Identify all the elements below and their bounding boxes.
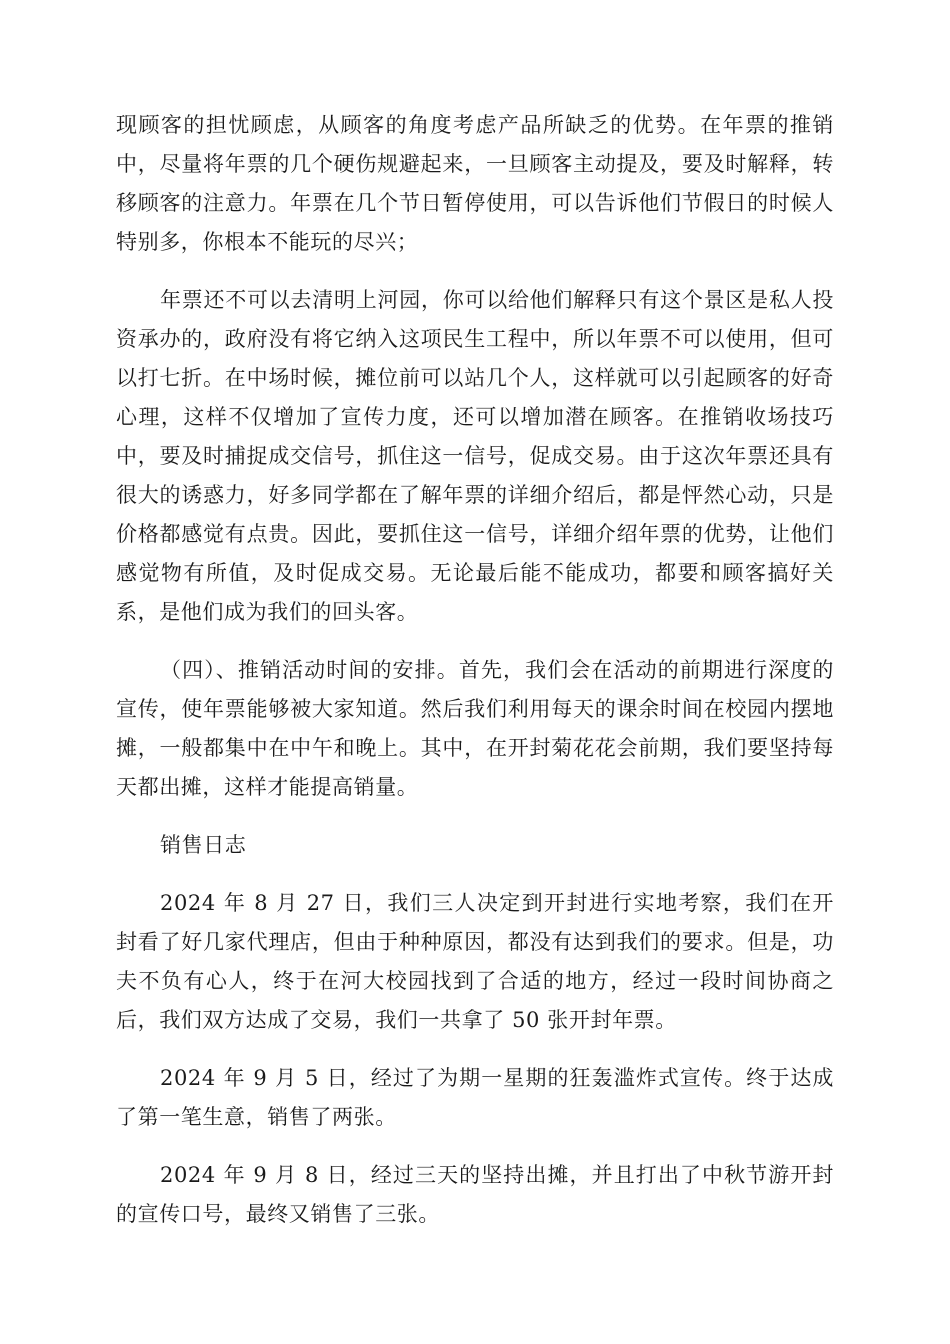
log-entry-sep-5: 2024 年 9 月 5 日，经过了为期一星期的狂轰滥炸式宣传。终于达成了第一笔生意，销售了两张。 bbox=[116, 1066, 834, 1129]
section-heading-sales-log: 销售日志 bbox=[160, 833, 247, 857]
paragraph-schedule: （四）、推销活动时间的安排。首先，我们会在活动的前期进行深度的宣传，使年票能够被大家知道。然后我们利用每天的课余时间在校园内摆地摊，一般都集中在中午和晚上。其中，在开封菊花花会前期，我们要坚持每天都出摊，这样才能提高销量。 bbox=[116, 658, 834, 799]
paragraph-continuation: 现顾客的担忧顾虑，从顾客的角度考虑产品所缺乏的优势。在年票的推销中，尽量将年票的几个硬伤规避起来，一旦顾客主动提及，要及时解释，转移顾客的注意力。年票在几个节日暂停使用，可以告诉他们节假日的时候人特别多，你根本不能玩的尽兴； bbox=[116, 113, 834, 254]
paragraph-annual-ticket-explanation: 年票还不可以去清明上河园，你可以给他们解释只有这个景区是私人投资承办的，政府没有将它纳入这项民生工程中，所以年票不可以使用，但可以打七折。在中场时候，摊位前可以站几个人，这样就可以引起顾客的好奇心理，这样不仅增加了宣传力度，还可以增加潜在顾客。在推销收场技巧中，要及时捕捉成交信号，抓住这一信号，促成交易。由于这次年票还具有很大的诱惑力，好多同学都在了解年票的详细介绍后，都是怦然心动，只是价格都感觉有点贵。因此，要抓住这一信号，详细介绍年票的优势，让他们感觉物有所值，及时促成交易。无论最后能不能成功，都要和顾客搞好关系，是他们成为我们的回头客。 bbox=[116, 288, 834, 624]
log-entry-sep-8: 2024 年 9 月 8 日，经过三天的坚持出摊，并且打出了中秋节游开封的宣传口号，最终又销售了三张。 bbox=[116, 1163, 834, 1226]
log-entry-aug-27: 2024 年 8 月 27 日，我们三人决定到开封进行实地考察，我们在开封看了好几家代理店，但由于种种原因，都没有达到我们的要求。但是，功夫不负有心人，终于在河大校园找到了合适的地方，经过一段时间协商之后，我们双方达成了交易，我们一共拿了 50 张开封年票。 bbox=[116, 891, 834, 1032]
document-page bbox=[116, 106, 834, 1253]
